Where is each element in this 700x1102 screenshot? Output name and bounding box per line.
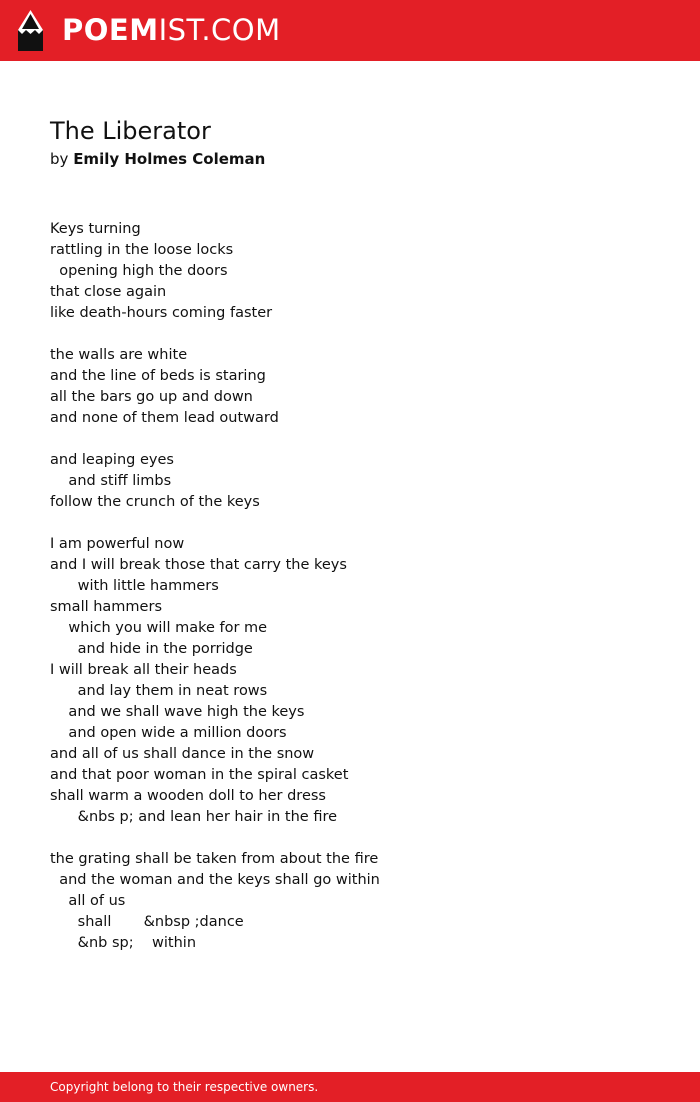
poem-line: rattling in the loose locks bbox=[50, 242, 234, 258]
poem-line: I am powerful now bbox=[50, 536, 185, 552]
poem-line: and the line of beds is staring bbox=[50, 368, 266, 384]
by-label: by bbox=[50, 150, 69, 168]
poem-line: and leaping eyes bbox=[50, 452, 174, 468]
poem-stanza bbox=[50, 345, 670, 429]
poem-stanza bbox=[50, 219, 670, 324]
poem-line: opening high the doors bbox=[50, 263, 228, 279]
poem-line: and the woman and the keys shall go within bbox=[50, 872, 380, 888]
poem-line: and hide in the porridge bbox=[50, 641, 253, 657]
poem-line: like death-hours coming faster bbox=[50, 305, 273, 321]
poem-line: the grating shall be taken from about the fire bbox=[50, 851, 379, 867]
poem-line: which you will make for me bbox=[50, 620, 268, 636]
poem-line: I will break all their heads bbox=[50, 662, 237, 678]
poem-line: and open wide a million doors bbox=[50, 725, 287, 741]
poem-line: the walls are white bbox=[50, 347, 188, 363]
logo-bold-text: POEM bbox=[62, 13, 159, 47]
poem-line: and I will break those that carry the keys bbox=[50, 557, 347, 573]
poem-stanza bbox=[50, 534, 670, 828]
poem-line: follow the crunch of the keys bbox=[50, 494, 260, 510]
poem-line: and that poor woman in the spiral casket bbox=[50, 767, 349, 783]
poem-stanza bbox=[50, 450, 670, 513]
author-name: Emily Holmes Coleman bbox=[73, 150, 266, 168]
copyright-text: Copyright belong to their respective owners. bbox=[50, 1080, 319, 1094]
poem-line: Keys turning bbox=[50, 221, 141, 237]
poem-line: &nb sp; within bbox=[50, 935, 197, 951]
byline bbox=[50, 148, 670, 170]
poem-line: and we shall wave high the keys bbox=[50, 704, 305, 720]
poem-line: with little hammers bbox=[50, 578, 219, 594]
poem-title: The Liberator bbox=[50, 117, 211, 145]
poem-line: small hammers bbox=[50, 599, 162, 615]
site-header bbox=[0, 0, 700, 61]
poem-header bbox=[50, 116, 670, 170]
poem-line: shall warm a wooden doll to her dress bbox=[50, 788, 326, 804]
poem-line: and lay them in neat rows bbox=[50, 683, 268, 699]
poem-line: shall &nbsp ;dance bbox=[50, 914, 244, 930]
poem-line: and stiff limbs bbox=[50, 473, 172, 489]
poem-line: that close again bbox=[50, 284, 167, 300]
poem-body bbox=[50, 219, 670, 975]
poem-line: and all of us shall dance in the snow bbox=[50, 746, 315, 762]
poem-line: &nbs p; and lean her hair in the fire bbox=[50, 809, 338, 825]
logo-light-text: IST.COM bbox=[158, 13, 281, 47]
pencil-tip-icon[interactable] bbox=[18, 10, 43, 51]
site-footer bbox=[0, 1072, 700, 1102]
poem-line: all the bars go up and down bbox=[50, 389, 253, 405]
site-logo[interactable] bbox=[62, 13, 281, 47]
poem-stanza bbox=[50, 849, 670, 954]
poem-line: all of us bbox=[50, 893, 126, 909]
poem-line: and none of them lead outward bbox=[50, 410, 279, 426]
